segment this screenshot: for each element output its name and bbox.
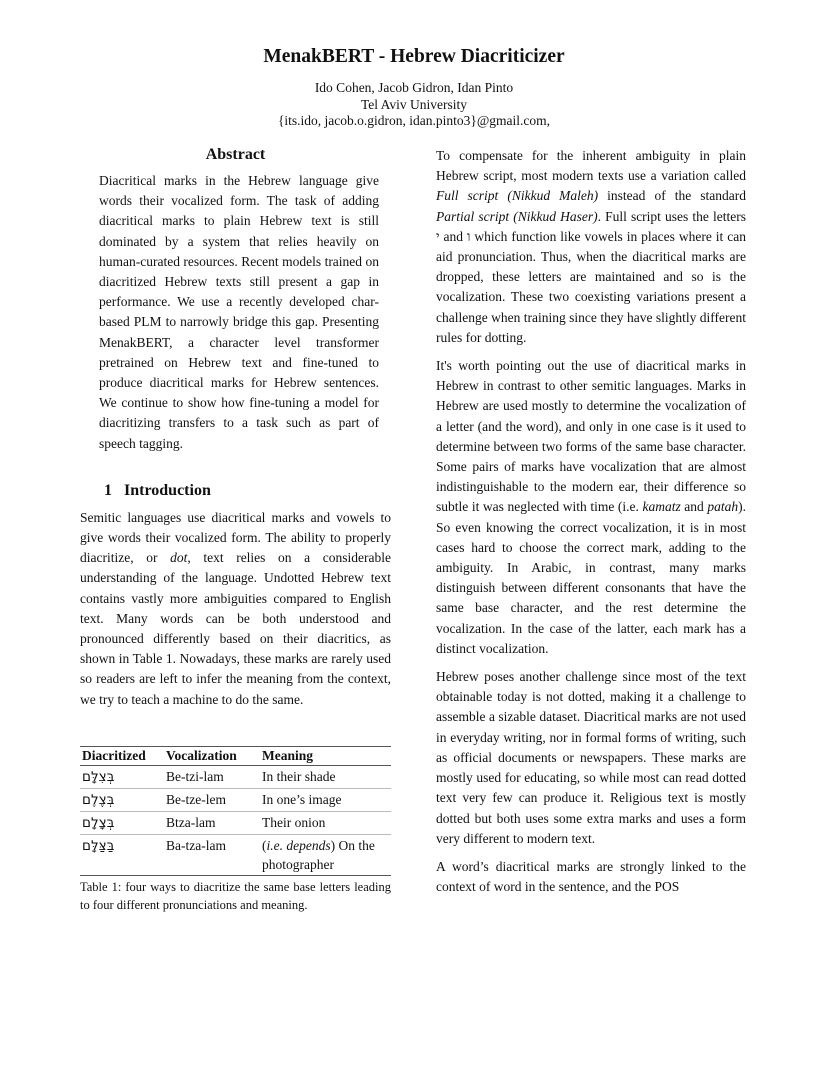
table-1	[80, 746, 391, 876]
diacritized-word: בְּצָלָם	[80, 811, 164, 834]
table-caption: Table 1: four ways to diacritize the same base letters leading to four different pronunciations and meaning.	[80, 879, 391, 912]
emails: {its.ido, jacob.o.gidron, idan.pinto3}@gmail.com,	[277, 113, 551, 128]
vocalization-cell: Ba-tza-lam	[164, 834, 260, 875]
column-header-diacritized: Diacritized	[80, 746, 164, 765]
meaning-cell: In their shade	[260, 765, 391, 788]
section-title-text: Introduction	[124, 481, 211, 499]
paragraph-diacritics-contrast: It's worth pointing out the use of diacritical marks in Hebrew in contrast to other semitic languages. Marks in Hebrew are used mostly to determine the vocalization of a letter (and the word), and only in one case is it used to determine between two forms of the same base character. Some pairs of marks have vocalization that are almost indistinguishable to the modern ear, their difference so subtle it was neglected with time (i.e. kamatz and patah). So even knowing the correct vocalization, it is in most cases hard to choose the correct mark, adding to the ambiguity. In Arabic, in contrast, many marks distinguish between different consonants that have the same base character, and the rest determine the vocalization. In the case of the latter, each mark has a distinct vocalization.	[436, 358, 746, 656]
table-row	[80, 834, 391, 875]
vocalization-cell: Be-tzi-lam	[164, 765, 260, 788]
vocalization-cell: Btza-lam	[164, 811, 260, 834]
left-column	[80, 146, 391, 914]
abstract-heading: Abstract	[205, 146, 266, 163]
table-row	[80, 765, 391, 788]
meaning-cell: Their onion	[260, 811, 391, 834]
introduction-paragraph: Semitic languages use diacritical marks and vowels to give words their vocalized form. The ability to properly diacritize, or dot, text relies on a considerable understanding of the language. Undotted Hebrew text contains vastly more ambiguities compared to English text. Many words can be both understood and pronounced differently based on their diacritics, as shown in Table 1. Nowadays, these marks are rarely used so readers are left to infer the meaning from the context, we try to teach a machine to do the same.	[80, 509, 391, 707]
paper-title: MenakBERT - Hebrew Diacriticizer	[263, 46, 565, 67]
diacritized-word: בְּצִלָּם	[80, 765, 164, 788]
meaning-cell: (i.e. depends) On the photographer	[260, 834, 391, 875]
diacritized-word: בְּצֶלֶם	[80, 788, 164, 811]
column-header-meaning: Meaning	[260, 746, 391, 765]
paragraph-context: A word’s diacritical marks are strongly linked to the context of word in the sentence, and the POS	[436, 858, 746, 895]
column-header-vocalization: Vocalization	[164, 746, 260, 765]
affiliation: Tel Aviv University	[360, 97, 468, 112]
section-heading-introduction	[104, 482, 391, 500]
authors: Ido Cohen, Jacob Gidron, Idan Pinto	[314, 80, 514, 95]
diacritized-word: בַּצַּלָּם	[80, 834, 164, 875]
meaning-cell: In one’s image	[260, 788, 391, 811]
table-header-row	[80, 746, 391, 765]
section-number: 1	[104, 481, 112, 499]
abstract-text: Diacritical marks in the Hebrew language give words their vocalized form. The task of adding diacritical marks to plain Hebrew text is still dominated by a system that relies heavily on human-curated resources. Recent models trained on diacritized Hebrew texts still present a gap in performance. We use a recently developed char-based PLM to narrowly bridge this gap. Presenting MenakBERT, a character level transformer pretrained on Hebrew text and fine-tuned to produce diacritical marks for Hebrew sentences. We continue to show how fine-tuning a model for diacritizing transfers to a task such as part of speech tagging.	[99, 173, 379, 451]
vocalization-cell: Be-tze-lem	[164, 788, 260, 811]
table-row	[80, 811, 391, 834]
paragraph-full-script: To compensate for the inherent ambiguity in plain Hebrew script, most modern texts use a variation called Full script (Nikkud Maleh) instead of the standard Partial script (Nikkud Haser). Full script uses the letters י and ו which function like vowels in places where it can aid pronunciation. Thus, when the diacritical marks are dropped, these letters are maintained and so is the vocalization. These two coexisting variations present a challenge when training since they have slightly different rules for dotting.	[436, 148, 746, 345]
paragraph-dataset-challenge: Hebrew poses another challenge since most of the text obtainable today is not dotted, making it a challenge to assemble a sizable dataset. Diacritical marks are not used in everyday writing, nor in formal forms of writing, such as official documents or newspapers. These marks are mostly used for educating, so while most can read dotted text very few can produce it. Religious text is mostly dotted but both uses some extra marks and uses a form very different to modern text.	[436, 669, 746, 846]
right-column	[436, 146, 746, 905]
table-row	[80, 788, 391, 811]
